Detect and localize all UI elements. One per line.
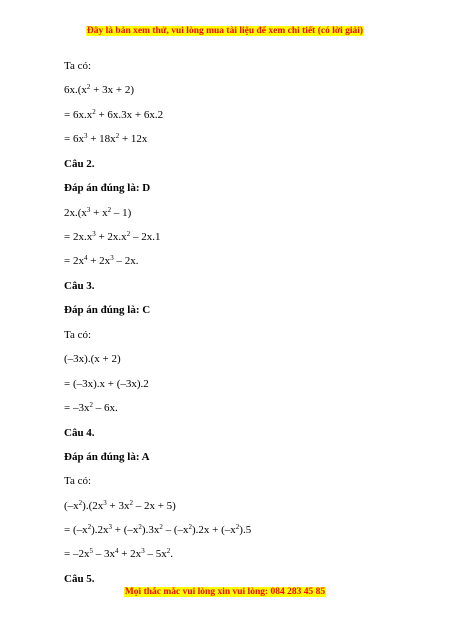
text-run: Câu 5. (64, 573, 95, 585)
text-run: = (–3x).x + (–3x).2 (64, 378, 149, 390)
solution-line (64, 109, 163, 122)
text-run: ).2x + (–x (192, 524, 236, 536)
text-run: + 2x.x (95, 231, 127, 243)
solution-line (64, 402, 118, 415)
exponent: 2 (107, 206, 112, 214)
text-run: Câu 3. (64, 280, 95, 292)
text-run: – 6x. (92, 402, 118, 414)
solution-line (64, 255, 138, 268)
contact-notice-text: Mọi thắc mắc vui lòng xin vui lòng: 084 283 45 85 (124, 587, 326, 597)
solution-line (64, 207, 131, 220)
text-run: – 5x (144, 548, 167, 560)
solution-line (64, 524, 251, 537)
solution-line (64, 329, 91, 342)
text-run: = –2x (64, 548, 90, 560)
text-run: – 3x (92, 548, 115, 560)
solution-line (64, 475, 91, 488)
exponent: 2 (159, 523, 163, 531)
exponent: 2 (86, 83, 91, 91)
text-run: = 2x (64, 255, 84, 267)
solution-heading (64, 158, 95, 171)
text-run: 2x.(x (64, 207, 87, 219)
solution-line (64, 60, 91, 73)
exponent: 5 (89, 547, 93, 555)
text-run: Câu 4. (64, 427, 95, 439)
exponent: 2 (92, 108, 96, 116)
text-run: + 6x.3x + 6x.2 (95, 109, 164, 121)
text-run: – (–x (162, 524, 189, 536)
text-run: Đáp án đúng là: D (64, 182, 151, 194)
exponent: 3 (92, 230, 96, 238)
exponent: 3 (103, 499, 107, 507)
solution-line (64, 378, 149, 391)
exponent: 2 (126, 230, 131, 238)
text-run: + 2x (87, 255, 111, 267)
solution-heading (64, 182, 150, 195)
text-run: Ta có: (64, 475, 92, 487)
text-run: – 1) (111, 207, 132, 219)
solution-line (64, 500, 176, 513)
text-run: 6x.(x (64, 84, 87, 96)
exponent: 4 (114, 547, 119, 555)
text-run: + (–x (112, 524, 139, 536)
exponent: 2 (138, 523, 142, 531)
solution-heading (64, 280, 95, 293)
exponent: 2 (89, 401, 93, 409)
text-run: = 2x.x (64, 231, 93, 243)
text-run: (–x (64, 500, 79, 512)
text-run: ).(2x (82, 500, 104, 512)
text-run: = (–x (64, 524, 88, 536)
solution-heading (64, 427, 95, 440)
exponent: 2 (115, 132, 120, 140)
exponent: 4 (83, 254, 88, 262)
exponent: 2 (129, 499, 133, 507)
exponent: 2 (166, 547, 171, 555)
text-run: ).3x (141, 524, 160, 536)
exponent: 2 (87, 523, 92, 531)
text-run: ).2x (91, 524, 109, 536)
exponent: 2 (78, 499, 83, 507)
text-run: Ta có: (64, 329, 92, 341)
text-run: + x (90, 207, 108, 219)
text-run: . (170, 548, 173, 560)
solution-line (64, 84, 134, 97)
solution-heading (64, 573, 95, 586)
exponent: 2 (235, 523, 240, 531)
text-run: = 6x.x (64, 109, 93, 121)
text-run: Ta có: (64, 60, 92, 72)
exponent: 3 (86, 206, 91, 214)
text-run: Đáp án đúng là: A (64, 451, 150, 463)
solution-line (64, 133, 147, 146)
exponent: 2 (188, 523, 193, 531)
text-run: – 2x + 5) (132, 500, 176, 512)
text-run: + 12x (119, 133, 148, 145)
preview-notice-text: Đây là bản xem thử, vui lòng mua tài liệu để xem chi tiết (có lời giải) (86, 26, 364, 36)
text-run: ).5 (239, 524, 252, 536)
solution-heading (64, 451, 150, 464)
solution-heading (64, 304, 150, 317)
text-run: + 3x (106, 500, 130, 512)
text-run: = 6x (64, 133, 84, 145)
text-run: – 2x. (113, 255, 139, 267)
solution-line (64, 353, 121, 366)
preview-notice-banner (0, 26, 450, 36)
text-run: + 3x + 2) (90, 84, 134, 96)
contact-notice-banner (0, 587, 450, 597)
text-run: (–3x).(x + 2) (64, 353, 121, 365)
text-run: Câu 2. (64, 158, 95, 170)
exponent: 3 (83, 132, 88, 140)
solution-line (64, 548, 173, 561)
exponent: 3 (110, 254, 114, 262)
solution-line (64, 231, 160, 244)
exponent: 3 (141, 547, 145, 555)
exponent: 3 (108, 523, 113, 531)
text-run: + 18x (87, 133, 116, 145)
text-run: = –3x (64, 402, 90, 414)
text-run: + 2x (118, 548, 142, 560)
text-run: Đáp án đúng là: C (64, 304, 151, 316)
text-run: – 2x.1 (130, 231, 161, 243)
